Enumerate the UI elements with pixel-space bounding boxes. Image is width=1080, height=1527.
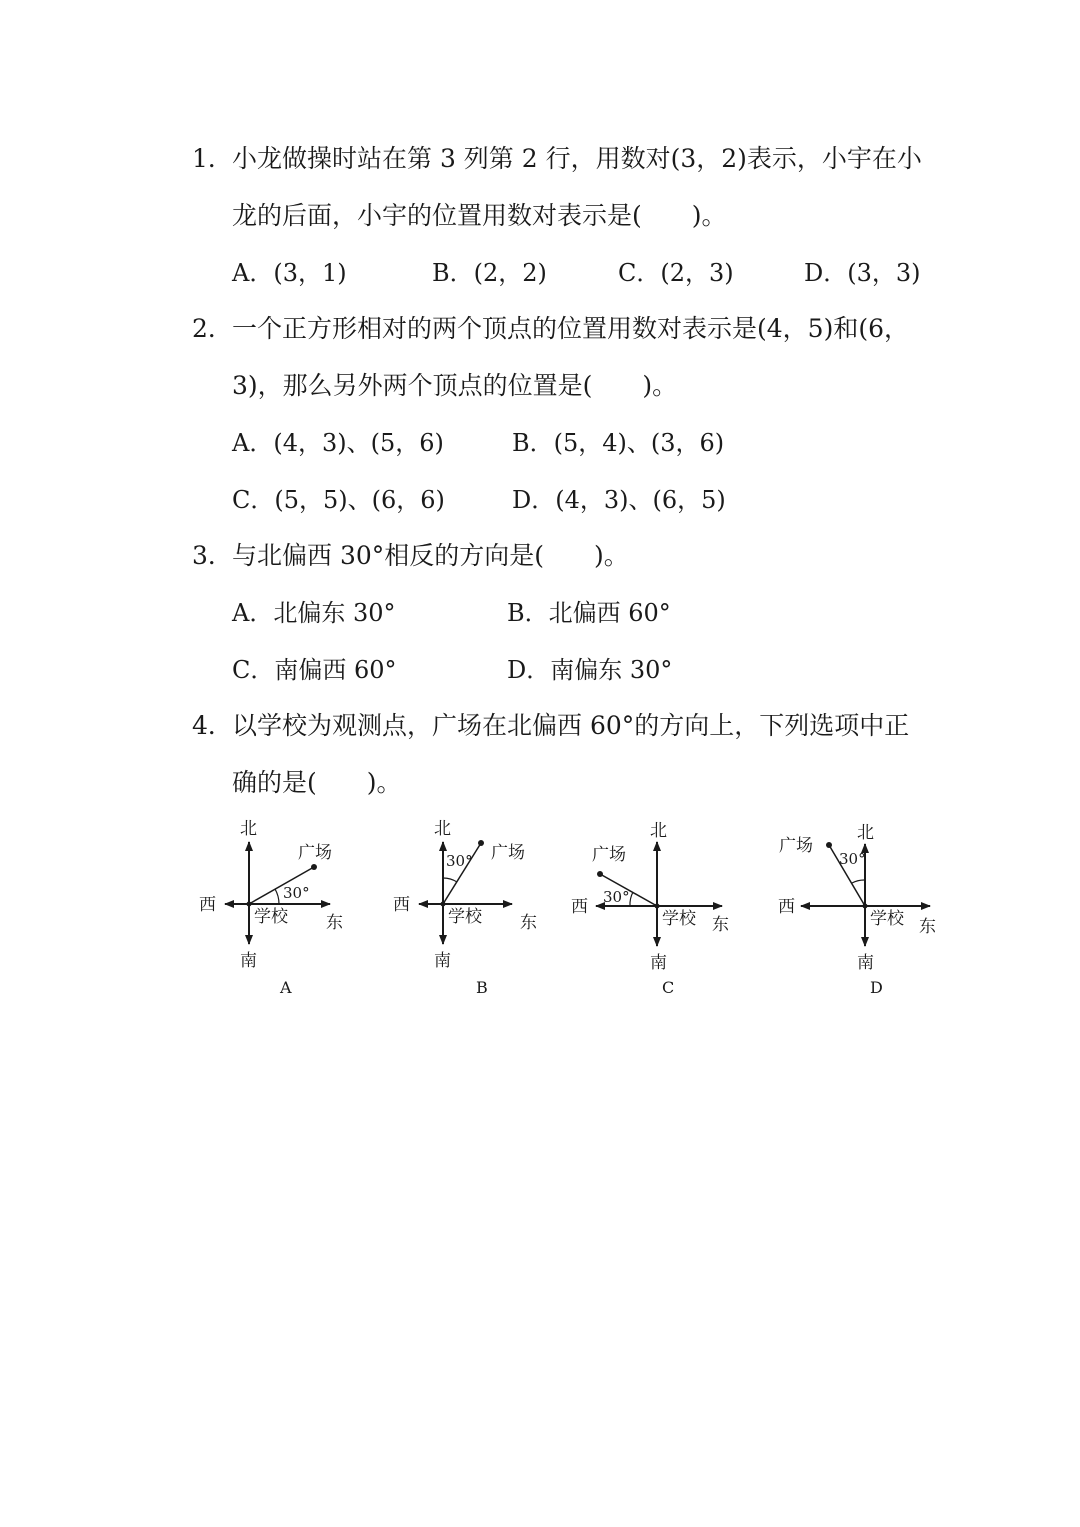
origin-point xyxy=(441,902,446,907)
north-label: 北 xyxy=(434,819,451,839)
question-2-option-c[interactable]: C．(5，5)、(6，6) xyxy=(232,486,445,514)
diagram-b[interactable] xyxy=(393,819,537,997)
west-label: 西 xyxy=(199,895,216,915)
origin-label: 学校 xyxy=(870,909,904,929)
origin-point xyxy=(655,904,660,909)
target-label: 广场 xyxy=(298,843,332,863)
question-3-number: 3． xyxy=(192,541,233,570)
target-point xyxy=(597,871,603,877)
origin-label: 学校 xyxy=(662,909,696,929)
question-4-text-line-2: 确的是( )。 xyxy=(232,768,402,797)
north-label: 北 xyxy=(857,823,874,843)
south-label: 南 xyxy=(857,953,874,973)
question-1-option-a[interactable]: A．(3，1) xyxy=(232,259,347,287)
question-2-text-line-1: 一个正方形相对的两个顶点的位置用数对表示是(4，5)和(6， xyxy=(232,314,909,343)
question-3-option-b[interactable]: B．北偏西 60° xyxy=(507,599,671,627)
diagram-a[interactable] xyxy=(199,819,343,997)
south-label: 南 xyxy=(434,951,451,971)
south-label: 南 xyxy=(650,953,667,973)
question-2-number: 2． xyxy=(192,314,233,343)
question-2-option-b[interactable]: B．(5，4)、(3，6) xyxy=(512,429,725,457)
question-1-text-line-1: 小龙做操时站在第 3 列第 2 行，用数对(3，2)表示，小宇在小 xyxy=(232,144,922,173)
east-label: 东 xyxy=(520,913,537,933)
diagram-caption: B xyxy=(476,978,488,997)
north-label: 北 xyxy=(650,821,667,841)
target-point xyxy=(311,864,317,870)
angle-arc xyxy=(630,892,633,906)
east-label: 东 xyxy=(712,915,729,935)
diagram-caption: A xyxy=(280,978,292,997)
target-label: 广场 xyxy=(592,845,626,865)
south-label: 南 xyxy=(240,951,257,971)
east-label: 东 xyxy=(919,917,936,937)
diagram-caption: C xyxy=(662,978,675,997)
diagram-d[interactable] xyxy=(778,823,936,997)
question-1-option-c[interactable]: C．(2，3) xyxy=(618,259,734,287)
question-1-option-b[interactable]: B．(2，2) xyxy=(432,259,547,287)
question-3-option-a[interactable]: A．北偏东 30° xyxy=(232,599,396,627)
question-1-number: 1． xyxy=(192,144,233,173)
angle-label: 30° xyxy=(283,884,310,902)
question-2-option-a[interactable]: A．(4，3)、(5，6) xyxy=(232,429,444,457)
angle-arc xyxy=(852,880,865,883)
target-label: 广场 xyxy=(491,843,525,863)
question-3-option-d[interactable]: D．南偏东 30° xyxy=(507,656,673,684)
east-label: 东 xyxy=(326,913,343,933)
angle-label: 30° xyxy=(446,852,473,870)
angle-label: 30° xyxy=(603,888,630,906)
question-4-text-line-1: 以学校为观测点，广场在北偏西 60°的方向上，下列选项中正 xyxy=(232,711,910,740)
question-2-text-line-2: 3)，那么另外两个顶点的位置是( )。 xyxy=(232,371,678,400)
diagram-caption: D xyxy=(870,978,883,997)
target-point xyxy=(826,842,832,848)
west-label: 西 xyxy=(571,897,588,917)
diagram-c[interactable] xyxy=(571,821,729,997)
question-3-option-c[interactable]: C．南偏西 60° xyxy=(232,656,397,684)
angle-label: 30° xyxy=(839,850,866,868)
origin-label: 学校 xyxy=(254,907,288,927)
north-label: 北 xyxy=(240,819,257,839)
question-1-option-d[interactable]: D．(3，3) xyxy=(804,259,921,287)
west-label: 西 xyxy=(393,895,410,915)
angle-arc xyxy=(275,889,279,904)
question-2-option-d[interactable]: D．(4，3)、(6，5) xyxy=(512,486,726,514)
target-label: 广场 xyxy=(779,836,813,856)
target-point xyxy=(478,840,484,846)
question-3-text-line-1: 与北偏西 30°相反的方向是( )。 xyxy=(232,541,629,570)
origin-label: 学校 xyxy=(448,907,482,927)
origin-point xyxy=(863,904,868,909)
origin-point xyxy=(247,902,252,907)
question-4-number: 4． xyxy=(192,711,233,740)
angle-arc xyxy=(443,878,457,882)
west-label: 西 xyxy=(778,897,795,917)
question-1-text-line-2: 龙的后面，小宇的位置用数对表示是( )。 xyxy=(232,201,727,230)
direction-diagrams xyxy=(0,800,1080,1020)
